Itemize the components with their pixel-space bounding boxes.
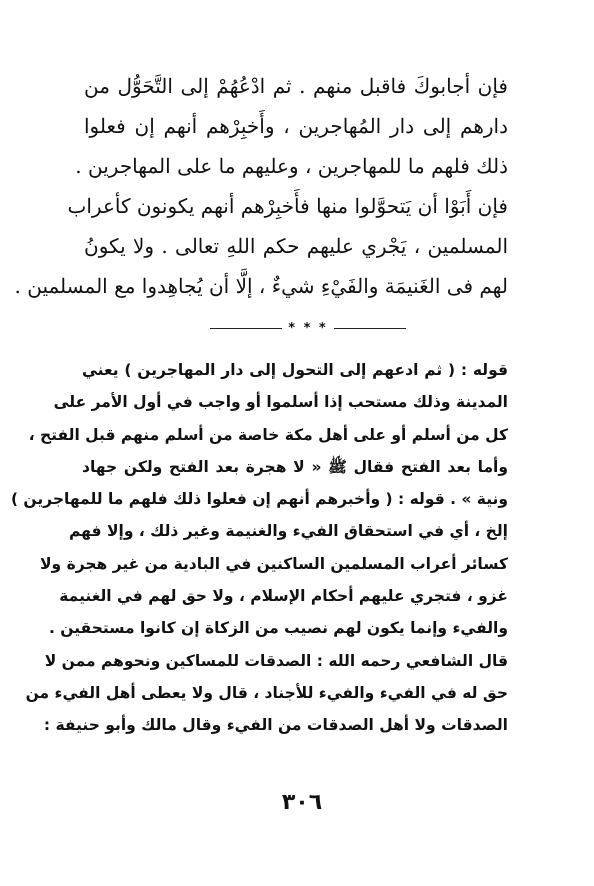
commentary-line: حق له في الفيء والفيء للأجناد ، قال ولا يعطى أهل الفيء من	[25, 683, 508, 702]
divider-stars: * * *	[288, 320, 328, 336]
commentary-line: المدينة وذلك مستحب إذا أسلموا أو واجب في أول الأمر على	[53, 393, 508, 412]
hadith-line: ذلك فلهم ما للمهاجرين ، وعليهم ما على المهاجرين .	[75, 154, 508, 178]
commentary-line: قوله : ( ثم ادعهم إلى التحول إلى دار المهاجرين ) يعني	[82, 361, 508, 379]
commentary-line: إلخ ، أي في استحقاق الفيء والغنيمة وغير ذلك ، وإلا فهم	[69, 522, 508, 541]
hadith-line: دارهم إلى دار المُهاجرين ، وأَخبِرْهم أنهم إن فعلوا	[84, 114, 508, 138]
section-divider	[210, 318, 406, 338]
commentary-line: كسائر أعراب المسلمين الساكنين في البادية من غير هجرة ولا	[40, 554, 508, 573]
commentary-line: ونية » . قوله : ( وأخبرهم أنهم إن فعلوا ذلك فلهم ما للمهاجرين )	[10, 490, 508, 509]
page-number: ٣٠٦	[281, 790, 323, 815]
hadith-line: فإن أَبَوْا أن يَتحوَّلوا منها فأَخبِرْهم أنهم يكونون كأعراب	[67, 194, 508, 218]
commentary-line: كل من أسلم أو على أهل مكة خاصة من أسلم منهم قبل الفتح ،	[28, 425, 508, 444]
commentary-line: غزو ، فتجري عليهم أحكام الإسلام ، ولا حق لهم في الغنيمة	[59, 587, 508, 606]
hadith-line: فإن أجابوكَ فاقبل منهم . ثم ادْعُهُمْ إلى التَّحَوُّل من	[84, 74, 508, 98]
commentary-line: قال الشافعي رحمه الله : الصدقات للمساكين ونحوهم ممن لا	[44, 651, 508, 670]
hadith-line: لهم فى الغَنيمَة والفَيْءِ شيءٌ ، إلَّا أن يُجاهِدوا مع المسلمين .	[14, 274, 508, 298]
hadith-line: المسلمين ، يَجْري عليهم حكم اللهِ تعالى . ولا يكونُ	[84, 234, 508, 258]
commentary-line: الصدقات ولا أهل الصدقات من الفيء وقال مالك وأبو حنيفة :	[43, 716, 508, 735]
hadith-text	[14, 66, 508, 306]
divider-rule-right	[334, 328, 406, 329]
commentary-line: وأما بعد الفتح فقال ﷺ « لا هجرة بعد الفتح ولكن جهاد	[82, 457, 508, 476]
commentary-text	[10, 354, 508, 742]
divider-rule-left	[210, 328, 282, 329]
commentary-line: والفيء وإنما يكون لهم نصيب من الزكاة إن كانوا مستحقين .	[48, 619, 508, 638]
